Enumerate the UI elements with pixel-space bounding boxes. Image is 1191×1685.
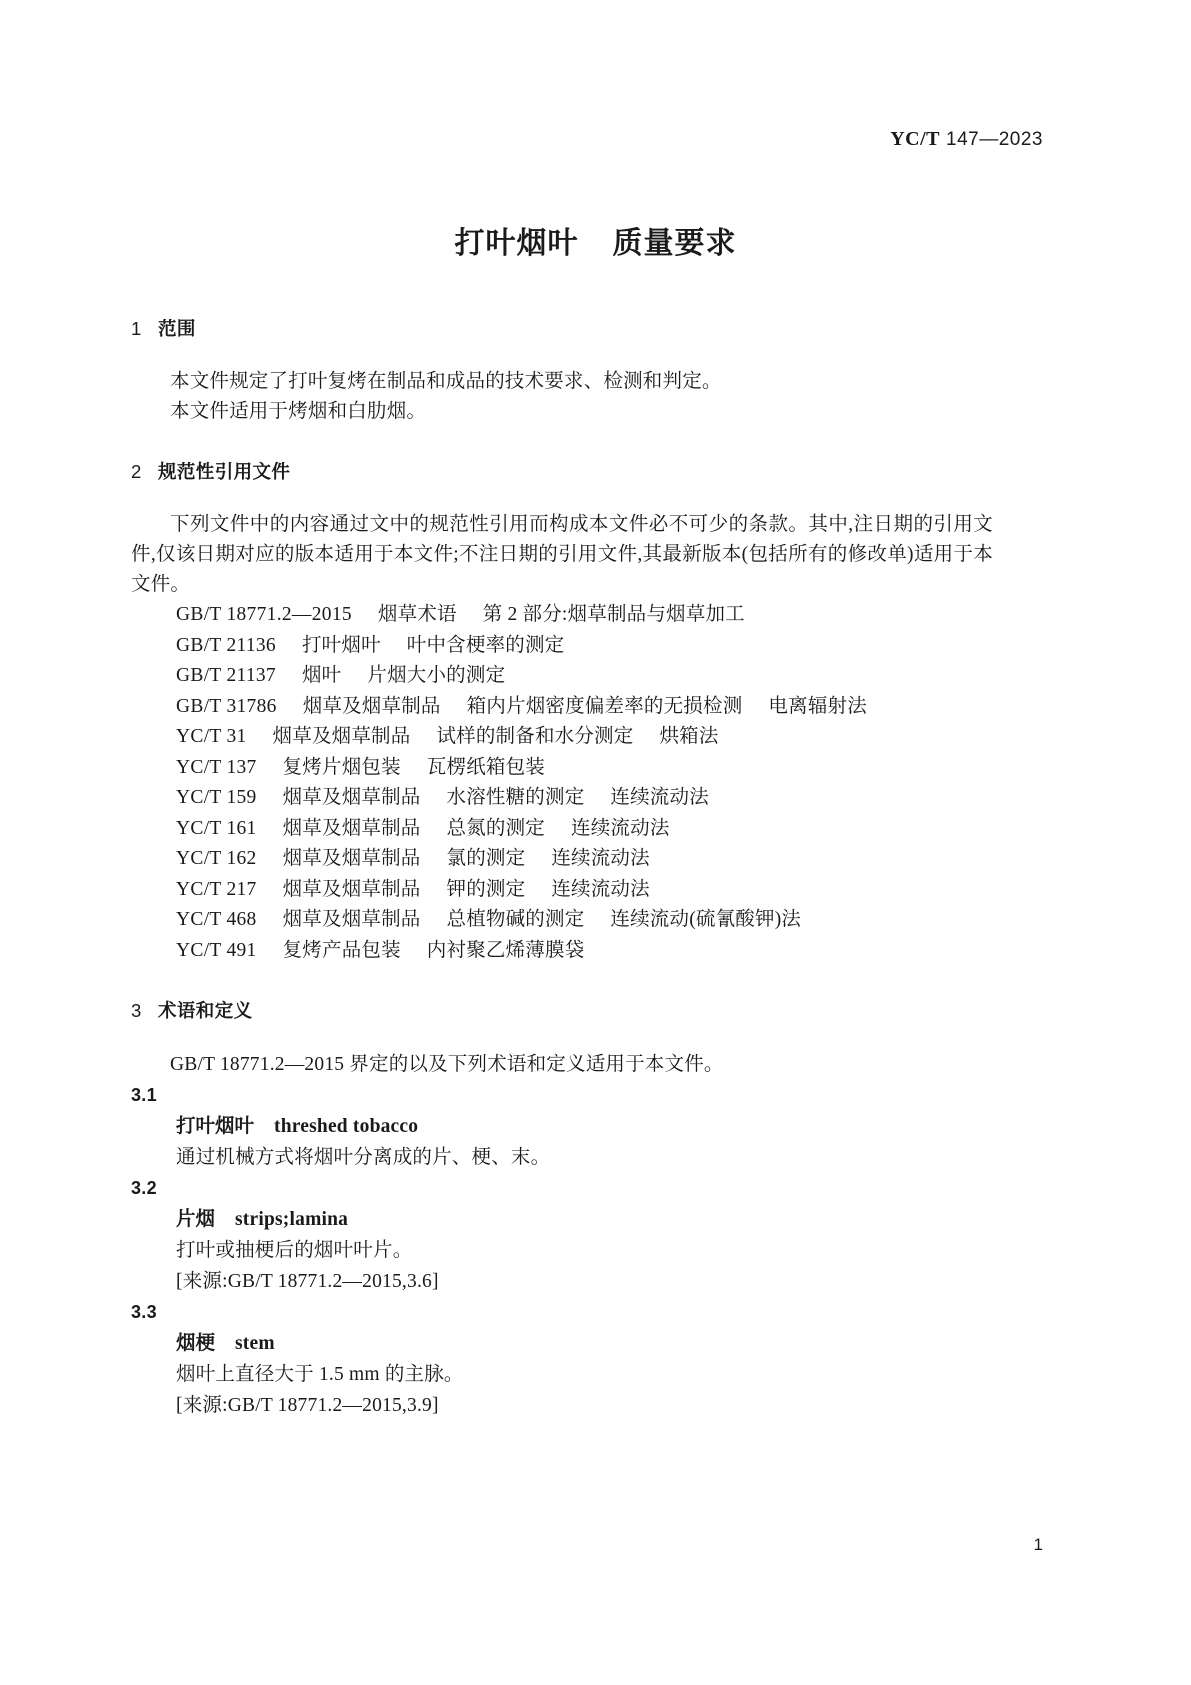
reference-method: 连续流动法: [571, 817, 670, 839]
reference-code: YC/T 161: [176, 817, 257, 839]
reference-code: GB/T 31786: [176, 695, 277, 717]
reference-method: 连续流动法: [551, 878, 650, 900]
reference-subtitle: 片烟大小的测定: [367, 665, 506, 687]
reference-code: YC/T 468: [176, 909, 257, 931]
reference-title: 复烤产品包装: [282, 939, 401, 961]
document-body: [131, 318, 993, 1421]
term-heading-3-1: [131, 1110, 993, 1142]
reference-item: [131, 753, 993, 784]
reference-code: GB/T 18771.2—2015: [176, 604, 352, 626]
reference-item: [131, 631, 993, 662]
reference-title: 打叶烟叶: [301, 634, 381, 656]
reference-item: [131, 783, 993, 814]
clause-1-heading: [131, 318, 993, 341]
clause-3-heading: [131, 1000, 993, 1023]
reference-code: GB/T 21136: [176, 634, 276, 656]
reference-item: [131, 692, 993, 723]
reference-item: [131, 905, 993, 936]
reference-title: 烟草及烟草制品: [282, 817, 421, 839]
clause-1-number: 1: [131, 318, 142, 339]
reference-item: [131, 600, 993, 631]
reference-code: YC/T 159: [176, 787, 257, 809]
reference-title: 烟叶: [301, 665, 342, 687]
clause-1-paragraph-2: 本文件适用于烤烟和白肋烟。: [170, 401, 427, 423]
reference-method: 电离辐射法: [768, 695, 867, 717]
clause-1-paragraph-1: 本文件规定了打叶复烤在制品和成品的技术要求、检测和判定。: [170, 371, 722, 393]
reference-code: YC/T 491: [176, 939, 257, 961]
reference-title: 烟草及烟草制品: [302, 695, 441, 717]
reference-code: YC/T 162: [176, 848, 257, 870]
standard-number: 147—2023: [946, 129, 1043, 150]
term-number-3-3: 3.3: [131, 1301, 157, 1322]
clause-1-title: 范围: [158, 319, 196, 340]
reference-method: 连续流动法: [551, 848, 650, 870]
title-part-1: 打叶烟叶: [454, 226, 579, 261]
reference-item: [131, 722, 993, 753]
reference-item: [131, 814, 993, 845]
term-source-3-3: [来源:GB/T 18771.2—2015,3.9]: [176, 1394, 439, 1416]
clause-2-heading: [131, 461, 993, 484]
reference-subtitle: 钾的测定: [446, 878, 526, 900]
clause-3-title: 术语和定义: [158, 1001, 253, 1023]
term-heading-3-2: [131, 1203, 993, 1235]
reference-subtitle: 氯的测定: [446, 848, 526, 870]
term-en: stem: [235, 1332, 275, 1354]
reference-title: 烟草及烟草制品: [282, 848, 421, 870]
reference-subtitle: 内衬聚乙烯薄膜袋: [426, 939, 585, 961]
term-zh: 打叶烟叶: [176, 1113, 255, 1137]
reference-subtitle: 瓦楞纸箱包装: [426, 756, 545, 778]
reference-item: [131, 875, 993, 906]
reference-subtitle: 总氮的测定: [446, 817, 546, 839]
reference-title: 复烤片烟包装: [282, 756, 401, 778]
clause-2-title: 规范性引用文件: [158, 462, 291, 484]
term-zh: 烟梗: [176, 1330, 216, 1354]
reference-subtitle: 第 2 部分:烟草制品与烟草加工: [482, 604, 745, 626]
term-source-3-2: [来源:GB/T 18771.2—2015,3.6]: [176, 1270, 439, 1292]
reference-code: YC/T 137: [176, 756, 257, 778]
reference-item: [131, 844, 993, 875]
running-header: [890, 128, 1043, 151]
clause-2-paragraph: 下列文件中的内容通过文中的规范性引用而构成本文件必不可少的条款。其中,注日期的引用文件,仅该日期对应的版本适用于本文件;不注日期的引用文件,其最新版本(包括所有的修改单)适用于本文件。: [131, 514, 993, 596]
reference-title: 烟草及烟草制品: [272, 726, 411, 748]
standard-prefix: YC/T: [890, 128, 941, 150]
reference-subtitle: 水溶性糖的测定: [446, 787, 585, 809]
page-title: [0, 218, 1191, 262]
term-en: strips;lamina: [235, 1208, 349, 1230]
clause-3-number: 3: [131, 1000, 142, 1022]
reference-title: 烟草及烟草制品: [282, 878, 421, 900]
term-heading-3-3: [131, 1327, 993, 1359]
term-definition-3-1: 通过机械方式将烟叶分离成的片、梗、末。: [176, 1146, 551, 1168]
term-zh: 片烟: [176, 1206, 216, 1230]
title-part-2: 质量要求: [612, 226, 737, 261]
term-en: threshed tobacco: [274, 1115, 419, 1137]
reference-code: YC/T 217: [176, 878, 257, 900]
reference-code: GB/T 21137: [176, 665, 276, 687]
page-number: 1: [1033, 1535, 1043, 1554]
reference-subtitle: 试样的制备和水分测定: [436, 726, 634, 748]
clause-2-number: 2: [131, 461, 142, 483]
reference-method: 连续流动法: [610, 787, 709, 809]
term-definition-3-2: 打叶或抽梗后的烟叶叶片。: [176, 1239, 413, 1261]
reference-item: [131, 936, 993, 967]
reference-subtitle: 总植物碱的测定: [446, 909, 585, 931]
term-definition-3-3: 烟叶上直径大于 1.5 mm 的主脉。: [176, 1363, 464, 1385]
reference-title: 烟草及烟草制品: [282, 787, 421, 809]
reference-title: 烟草术语: [377, 604, 457, 626]
reference-code: YC/T 31: [176, 726, 247, 748]
reference-method: 烘箱法: [659, 726, 719, 748]
clause-3-intro: GB/T 18771.2—2015 界定的以及下列术语和定义适用于本文件。: [170, 1053, 724, 1075]
reference-title: 烟草及烟草制品: [282, 909, 421, 931]
term-number-3-2: 3.2: [131, 1177, 157, 1198]
reference-subtitle: 箱内片烟密度偏差率的无损检测: [466, 695, 743, 717]
reference-item: [131, 661, 993, 692]
reference-method: 连续流动(硫氰酸钾)法: [610, 909, 802, 931]
reference-subtitle: 叶中含梗率的测定: [406, 634, 565, 656]
term-number-3-1: 3.1: [131, 1084, 157, 1105]
